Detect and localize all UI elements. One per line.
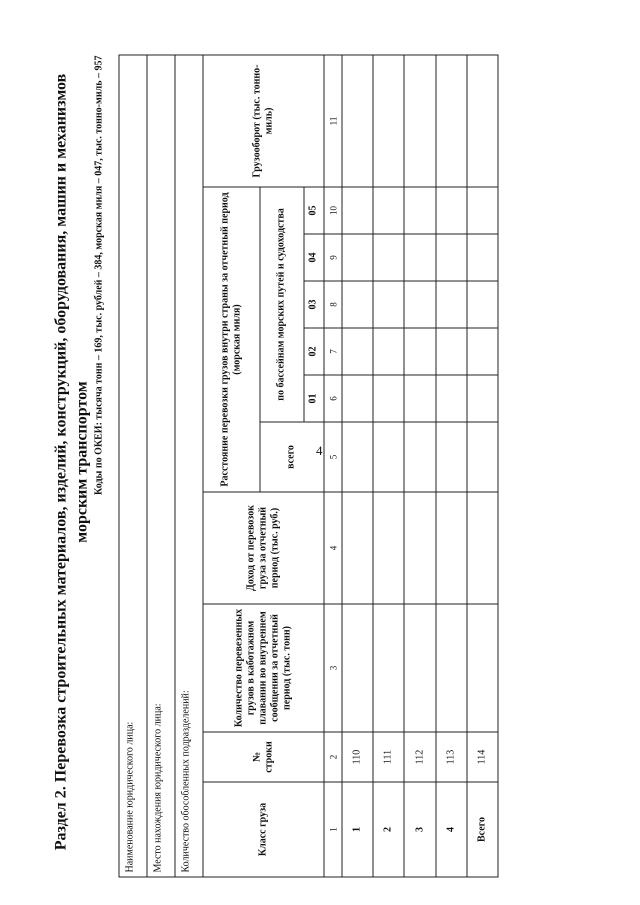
data-cell[interactable]: [466, 234, 497, 281]
data-cell[interactable]: [435, 281, 466, 328]
data-cell[interactable]: [466, 55, 497, 187]
line-number-cell: 112: [404, 732, 435, 782]
cargo-class-cell: 3: [404, 782, 435, 877]
header-basin-05: 05: [303, 187, 323, 234]
data-cell[interactable]: [466, 375, 497, 422]
line-number-cell: 111: [373, 732, 404, 782]
data-cell[interactable]: [435, 492, 466, 604]
table-row: [435, 55, 466, 877]
header-basin-04: 04: [303, 234, 323, 281]
legal-entity-location-row: Место нахождения юридического лица:: [147, 55, 175, 877]
data-cell[interactable]: [466, 281, 497, 328]
table-row: [404, 55, 435, 877]
legal-entity-name-row: Наименование юридического лица:: [119, 55, 147, 877]
data-cell[interactable]: [373, 281, 404, 328]
data-cell[interactable]: [342, 281, 373, 328]
data-cell[interactable]: [373, 187, 404, 234]
cargo-class-cell: 4: [435, 782, 466, 877]
data-cell[interactable]: [373, 55, 404, 187]
data-cell[interactable]: [342, 187, 373, 234]
header-basin-01: 01: [303, 375, 323, 422]
data-cell[interactable]: [342, 604, 373, 732]
data-cell[interactable]: [404, 234, 435, 281]
data-cell[interactable]: [435, 187, 466, 234]
column-number: 9: [324, 234, 342, 281]
column-number: 8: [324, 281, 342, 328]
data-cell[interactable]: [435, 375, 466, 422]
data-cell[interactable]: [466, 328, 497, 375]
page-number: 4: [316, 443, 323, 458]
header-by-basins: по бассейнам морских путей и судоходства: [259, 187, 303, 422]
data-cell[interactable]: [342, 422, 373, 492]
data-cell[interactable]: [435, 234, 466, 281]
column-numbers-row: [324, 55, 342, 877]
data-cell[interactable]: [342, 492, 373, 604]
header-basin-03: 03: [303, 281, 323, 328]
data-cell[interactable]: [373, 422, 404, 492]
data-cell[interactable]: [404, 604, 435, 732]
header-distance: Расстояние перевозки грузов внутри страны за отчетный период (морская миля): [203, 187, 259, 492]
table-row: [373, 55, 404, 877]
data-cell[interactable]: [466, 604, 497, 732]
okei-codes: Коды по ОКЕИ: тысяча тонн – 169, тыс. рублей – 384, морская миля – 047, тыс. тонно-миль – 957: [93, 55, 104, 495]
data-cell[interactable]: [435, 328, 466, 375]
column-number: 2: [324, 732, 342, 782]
data-cell[interactable]: [342, 234, 373, 281]
line-number-cell: 110: [342, 732, 373, 782]
data-cell[interactable]: [404, 281, 435, 328]
column-number: 4: [324, 492, 342, 604]
column-number: 7: [324, 328, 342, 375]
data-cell[interactable]: [342, 55, 373, 187]
data-cell[interactable]: [404, 55, 435, 187]
section-title: Раздел 2. Перевозка строительных материалов, изделий, конструкций, оборудования, машин и механизмов морским транспортом: [52, 73, 90, 850]
data-cell[interactable]: [466, 187, 497, 234]
header-revenue: Доход от перевозок груза за отчетный период (тыс. руб.): [203, 492, 324, 604]
data-cell[interactable]: [435, 604, 466, 732]
line-number-cell: 114: [466, 732, 497, 782]
header-cargo-class: Класс груза: [203, 782, 324, 877]
data-cell[interactable]: [373, 604, 404, 732]
data-cell[interactable]: [404, 422, 435, 492]
table-row-total: [466, 55, 497, 877]
data-cell[interactable]: [404, 187, 435, 234]
cargo-class-cell: 1: [342, 782, 373, 877]
header-row-number: № строки: [203, 732, 324, 782]
header-basin-02: 02: [303, 328, 323, 375]
cargo-transport-table: [118, 54, 498, 877]
column-number: 1: [324, 782, 342, 877]
header-total: всего: [259, 422, 323, 492]
line-number-cell: 113: [435, 732, 466, 782]
data-cell[interactable]: [404, 328, 435, 375]
column-number: 5: [324, 422, 342, 492]
data-cell[interactable]: [466, 422, 497, 492]
table-row: [342, 55, 373, 877]
cargo-class-cell: 2: [373, 782, 404, 877]
data-cell[interactable]: [342, 328, 373, 375]
data-cell[interactable]: [404, 492, 435, 604]
data-cell[interactable]: [435, 55, 466, 187]
data-cell[interactable]: [466, 492, 497, 604]
data-cell[interactable]: [342, 375, 373, 422]
data-cell[interactable]: [435, 422, 466, 492]
data-cell[interactable]: [373, 375, 404, 422]
data-cell[interactable]: [373, 492, 404, 604]
data-cell[interactable]: [404, 375, 435, 422]
data-cell[interactable]: [373, 234, 404, 281]
column-number: 11: [324, 55, 342, 187]
column-number: 10: [324, 187, 342, 234]
header-cargo-quantity: Количество перевезенных грузов в каботажном плавании во внутреннем сообщении за отчетный период (тыс. тонн): [203, 604, 324, 732]
separate-divisions-row: Количество обособленных подразделений:: [175, 55, 203, 877]
column-number: 6: [324, 375, 342, 422]
header-turnover: Грузооборот (тыс. тонно-миль): [203, 55, 324, 187]
column-number: 3: [324, 604, 342, 732]
cargo-class-cell: Всего: [466, 782, 497, 877]
data-cell[interactable]: [373, 328, 404, 375]
